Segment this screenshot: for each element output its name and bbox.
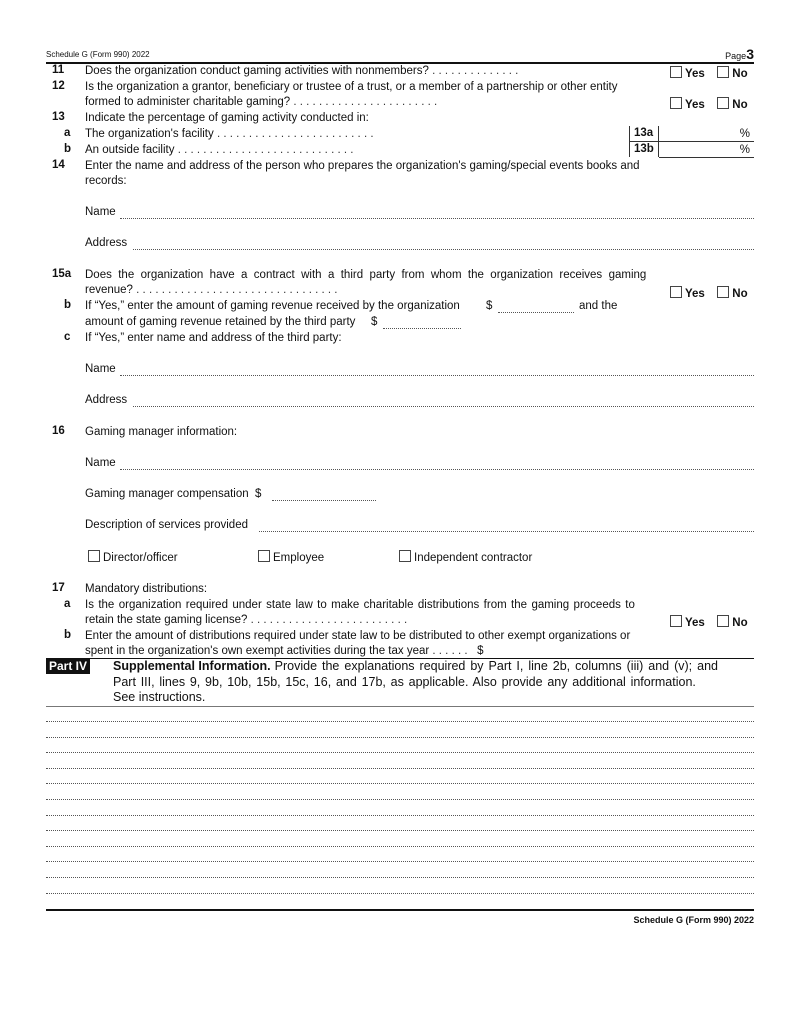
part4-heading-line1: Supplemental Information. Provide the explanations required by Part I, line 2b, columns (iii) and (v); and (113, 659, 718, 673)
q15b-and-the: and the (579, 300, 618, 312)
q17a-yes-checkbox[interactable] (670, 615, 682, 627)
supplemental-line[interactable] (46, 752, 754, 753)
supplemental-line[interactable] (46, 846, 754, 847)
supplemental-line[interactable] (46, 737, 754, 738)
page-number: 3 (746, 46, 754, 62)
q17b-amount-field[interactable] (555, 644, 754, 658)
q15b-revenue-retained-field[interactable] (383, 328, 461, 329)
q13a-percent-input[interactable] (659, 126, 754, 142)
q15c-name-label: Name (85, 363, 116, 375)
page-label: Page (725, 51, 747, 61)
q14-address-field[interactable] (133, 249, 754, 250)
q11-yes-checkbox[interactable] (670, 66, 682, 78)
yes-label: Yes (685, 288, 705, 300)
q17b-line1: Enter the amount of distributions required under state law to be distributed to other exempt organizations or (85, 630, 631, 642)
q13-number: 13 (52, 111, 65, 123)
part4-heading-rule (46, 706, 754, 707)
independent-contractor-checkbox[interactable] (399, 550, 411, 562)
supplemental-line[interactable] (46, 877, 754, 878)
q13a-box-left (629, 126, 630, 141)
option-label: Director/officer (103, 552, 178, 564)
q15a-no-checkbox[interactable] (717, 286, 729, 298)
q17b-line2: spent in the organization's own exempt activities during the tax year . . . . . . $ (85, 645, 484, 657)
option-label: Independent contractor (414, 552, 533, 564)
q15c-address-field[interactable] (133, 406, 754, 407)
q13b-text: An outside facility . . . . . . . . . . . . . . . . . . . . . . . . . . . . (85, 144, 354, 156)
q13-text: Indicate the percentage of gaming activity conducted in: (85, 112, 369, 124)
q13b-box-left (629, 142, 630, 157)
q12-line1: Is the organization a grantor, beneficiary or trustee of a trust, or a member of a partnership or other entity (85, 81, 618, 93)
q14-name-field[interactable] (120, 218, 754, 219)
q14-number: 14 (52, 159, 65, 171)
q15c-letter: c (64, 331, 71, 343)
q13a-text: The organization's facility . . . . . . . . . . . . . . . . . . . . . . . . . (85, 128, 374, 140)
supplemental-line[interactable] (46, 783, 754, 784)
q11-yes-no (670, 64, 748, 82)
q16-compensation-field[interactable] (272, 500, 376, 501)
q15c-address-label: Address (85, 394, 128, 406)
q16-desc-label: Description of services provided (85, 519, 248, 531)
q17a-line2: retain the state gaming license? . . . . . . . . . . . . . . . . . . . . . . . . . (85, 614, 408, 626)
supplemental-line[interactable] (46, 799, 754, 800)
q15b-revenue-received-field[interactable] (498, 312, 574, 313)
no-label: No (732, 617, 748, 629)
q17-text: Mandatory distributions: (85, 583, 208, 595)
q16-name-field[interactable] (120, 469, 754, 470)
q17-number: 17 (52, 582, 65, 594)
no-label: No (732, 99, 748, 111)
supplemental-line[interactable] (46, 815, 754, 816)
q16-comp-label: Gaming manager compensation $ (85, 488, 262, 500)
page-indicator (725, 46, 754, 62)
q15b-dollar2: $ (371, 316, 378, 328)
supplemental-line[interactable] (46, 861, 754, 862)
percent-unit: % (739, 128, 750, 140)
q14-line1: Enter the name and address of the person who prepares the organization's gaming/special events books and (85, 160, 640, 172)
part4-label: Part IV (46, 659, 90, 674)
q12-number: 12 (52, 80, 65, 92)
supplemental-line[interactable] (46, 830, 754, 831)
q14-address-label: Address (85, 237, 128, 249)
supplemental-line[interactable] (46, 893, 754, 894)
q17a-yes-no (670, 613, 748, 631)
q11-no-checkbox[interactable] (717, 66, 729, 78)
q12-yes-checkbox[interactable] (670, 97, 682, 109)
q15a-line1: Does the organization have a contract with a third party from whom the organization receives gaming (85, 269, 647, 281)
q12-yes-no (670, 95, 748, 113)
q11-number: 11 (52, 64, 65, 76)
footer-form-id: Schedule G (Form 990) 2022 (633, 915, 754, 925)
q16-number: 16 (52, 425, 65, 437)
q16-name-label: Name (85, 457, 116, 469)
q13b-box-label: 13b (634, 143, 654, 155)
q15c-text: If “Yes,” enter name and address of the third party: (85, 332, 342, 344)
yes-label: Yes (685, 99, 705, 111)
q17a-no-checkbox[interactable] (717, 615, 729, 627)
q15a-yes-checkbox[interactable] (670, 286, 682, 298)
q12-no-checkbox[interactable] (717, 97, 729, 109)
q15b-letter: b (64, 299, 72, 311)
q13a-box-bottom (629, 141, 659, 142)
q11-text: Does the organization conduct gaming activities with nonmembers? . . . . . . . . . . . . . . (85, 65, 519, 77)
q12-line2: formed to administer charitable gaming? . . . . . . . . . . . . . . . . . . . . . . . (85, 96, 438, 108)
q13a-box-label: 13a (634, 127, 654, 139)
q17b-dollar: $ (477, 645, 484, 657)
yes-label: Yes (685, 617, 705, 629)
q16-option-employee (258, 550, 324, 566)
supplemental-line[interactable] (46, 721, 754, 722)
q16-option-contractor (399, 550, 532, 566)
percent-unit: % (739, 144, 750, 156)
q13b-letter: b (64, 143, 72, 155)
q15b-dollar1: $ (486, 300, 493, 312)
q15a-yes-no (670, 284, 748, 302)
part4-heading (113, 659, 754, 706)
q14-name-label: Name (85, 206, 116, 218)
q15b-line1: If “Yes,” enter the amount of gaming revenue received by the organization (85, 300, 460, 312)
q15a-number: 15a (52, 268, 72, 280)
part4-heading-line2: Part III, lines 9, 9b, 10b, 15b, 15c, 16, and 17b, as applicable. Also provide any additional information. (113, 674, 696, 689)
no-label: No (732, 68, 748, 80)
q16-text: Gaming manager information: (85, 426, 238, 438)
q17a-letter: a (64, 598, 71, 610)
employee-checkbox[interactable] (258, 550, 270, 562)
q17b-letter: b (64, 629, 72, 641)
q15b-line2: amount of gaming revenue retained by the third party (85, 316, 356, 328)
q13a-letter: a (64, 127, 71, 139)
q15a-line2: revenue? . . . . . . . . . . . . . . . . . . . . . . . . . . . . . . . . (85, 284, 338, 296)
no-label: No (732, 288, 748, 300)
footer-rule (46, 909, 754, 911)
option-label: Employee (273, 552, 325, 564)
q17a-line1: Is the organization required under state law to make charitable distributions from the gaming proceeds to (85, 599, 635, 611)
q14-line2: records: (85, 175, 127, 187)
q16-description-field[interactable] (259, 531, 754, 532)
form-header-id: Schedule G (Form 990) 2022 (46, 50, 150, 59)
q16-option-director (88, 550, 178, 566)
yes-label: Yes (685, 68, 705, 80)
supplemental-line[interactable] (46, 768, 754, 769)
part4-heading-line3: See instructions. (113, 690, 206, 704)
director-officer-checkbox[interactable] (88, 550, 100, 562)
q13b-percent-input[interactable] (659, 142, 754, 158)
q15c-name-field[interactable] (120, 375, 754, 376)
